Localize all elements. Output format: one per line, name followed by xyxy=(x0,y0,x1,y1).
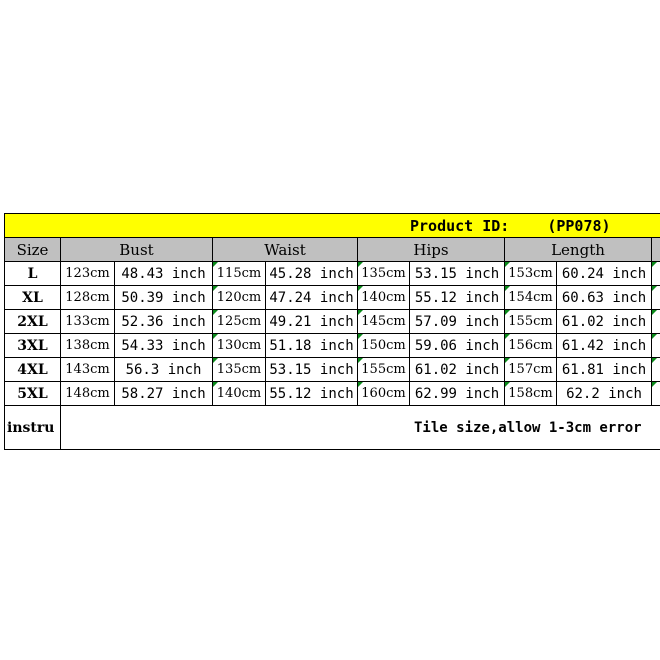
length-cm-cell: 156cm xyxy=(505,334,557,358)
waist-cm-cell: 125cm xyxy=(213,310,266,334)
bust-inch-cell: 50.39 inch xyxy=(115,286,213,310)
hips-cm-cell: 145cm xyxy=(358,310,410,334)
bust-cm-cell: 128cm xyxy=(61,286,115,310)
size-cell: 4XL xyxy=(5,358,61,382)
waist-cm-cell: 140cm xyxy=(213,382,266,406)
bust-inch-cell: 48.43 inch xyxy=(115,262,213,286)
header-waist: Waist xyxy=(213,238,358,262)
hips-inch-cell: 61.02 inch xyxy=(410,358,505,382)
size-cell: L xyxy=(5,262,61,286)
bust-cm-cell: 138cm xyxy=(61,334,115,358)
product-id-label: Product ID: xyxy=(410,216,510,235)
hips-inch-cell: 62.99 inch xyxy=(410,382,505,406)
bust-inch-cell: 54.33 inch xyxy=(115,334,213,358)
hips-inch-cell: 57.09 inch xyxy=(410,310,505,334)
extra-cell xyxy=(652,262,660,286)
hips-inch-cell: 53.15 inch xyxy=(410,262,505,286)
hips-cm-cell: 135cm xyxy=(358,262,410,286)
length-inch-cell: 61.02 inch xyxy=(557,310,652,334)
waist-inch-cell: 55.12 inch xyxy=(266,382,358,406)
waist-cm-cell: 120cm xyxy=(213,286,266,310)
header-hips: Hips xyxy=(358,238,505,262)
size-chart-table xyxy=(4,213,660,450)
bust-cm-cell: 123cm xyxy=(61,262,115,286)
bust-cm-cell: 133cm xyxy=(61,310,115,334)
size-cell: 2XL xyxy=(5,310,61,334)
note-label: instru xyxy=(5,406,61,450)
length-inch-cell: 62.2 inch xyxy=(557,382,652,406)
size-cell: XL xyxy=(5,286,61,310)
table-row xyxy=(5,334,660,358)
header-row xyxy=(5,238,660,262)
length-cm-cell: 153cm xyxy=(505,262,557,286)
waist-inch-cell: 47.24 inch xyxy=(266,286,358,310)
title-row xyxy=(5,214,660,238)
bust-inch-cell: 52.36 inch xyxy=(115,310,213,334)
table-row xyxy=(5,262,660,286)
length-inch-cell: 61.42 inch xyxy=(557,334,652,358)
length-cm-cell: 158cm xyxy=(505,382,557,406)
length-cm-cell: 157cm xyxy=(505,358,557,382)
extra-cell xyxy=(652,334,660,358)
extra-cell xyxy=(652,310,660,334)
extra-cell xyxy=(652,382,660,406)
length-inch-cell: 61.81 inch xyxy=(557,358,652,382)
bust-inch-cell: 56.3 inch xyxy=(115,358,213,382)
hips-cm-cell: 155cm xyxy=(358,358,410,382)
hips-inch-cell: 59.06 inch xyxy=(410,334,505,358)
hips-inch-cell: 55.12 inch xyxy=(410,286,505,310)
waist-inch-cell: 45.28 inch xyxy=(266,262,358,286)
header-bust: Bust xyxy=(61,238,213,262)
length-cm-cell: 154cm xyxy=(505,286,557,310)
length-cm-cell: 155cm xyxy=(505,310,557,334)
header-extra xyxy=(652,238,660,262)
bust-cm-cell: 143cm xyxy=(61,358,115,382)
hips-cm-cell: 150cm xyxy=(358,334,410,358)
extra-cell xyxy=(652,286,660,310)
table-row xyxy=(5,286,660,310)
length-inch-cell: 60.63 inch xyxy=(557,286,652,310)
product-id-value: (PP078) xyxy=(547,216,611,235)
waist-cm-cell: 115cm xyxy=(213,262,266,286)
header-length: Length xyxy=(505,238,652,262)
extra-cell xyxy=(652,358,660,382)
size-cell: 5XL xyxy=(5,382,61,406)
hips-cm-cell: 140cm xyxy=(358,286,410,310)
table-row xyxy=(5,382,660,406)
note-row xyxy=(5,406,660,450)
bust-inch-cell: 58.27 inch xyxy=(115,382,213,406)
size-chart-sheet xyxy=(4,213,660,450)
waist-inch-cell: 49.21 inch xyxy=(266,310,358,334)
table-row xyxy=(5,358,660,382)
header-size: Size xyxy=(5,238,61,262)
table-row xyxy=(5,310,660,334)
waist-cm-cell: 135cm xyxy=(213,358,266,382)
hips-cm-cell: 160cm xyxy=(358,382,410,406)
length-inch-cell: 60.24 inch xyxy=(557,262,652,286)
note-text: Tile size,allow 1-3cm error xyxy=(61,406,660,450)
bust-cm-cell: 148cm xyxy=(61,382,115,406)
waist-inch-cell: 51.18 inch xyxy=(266,334,358,358)
waist-cm-cell: 130cm xyxy=(213,334,266,358)
product-id-cell xyxy=(5,214,660,238)
size-cell: 3XL xyxy=(5,334,61,358)
waist-inch-cell: 53.15 inch xyxy=(266,358,358,382)
